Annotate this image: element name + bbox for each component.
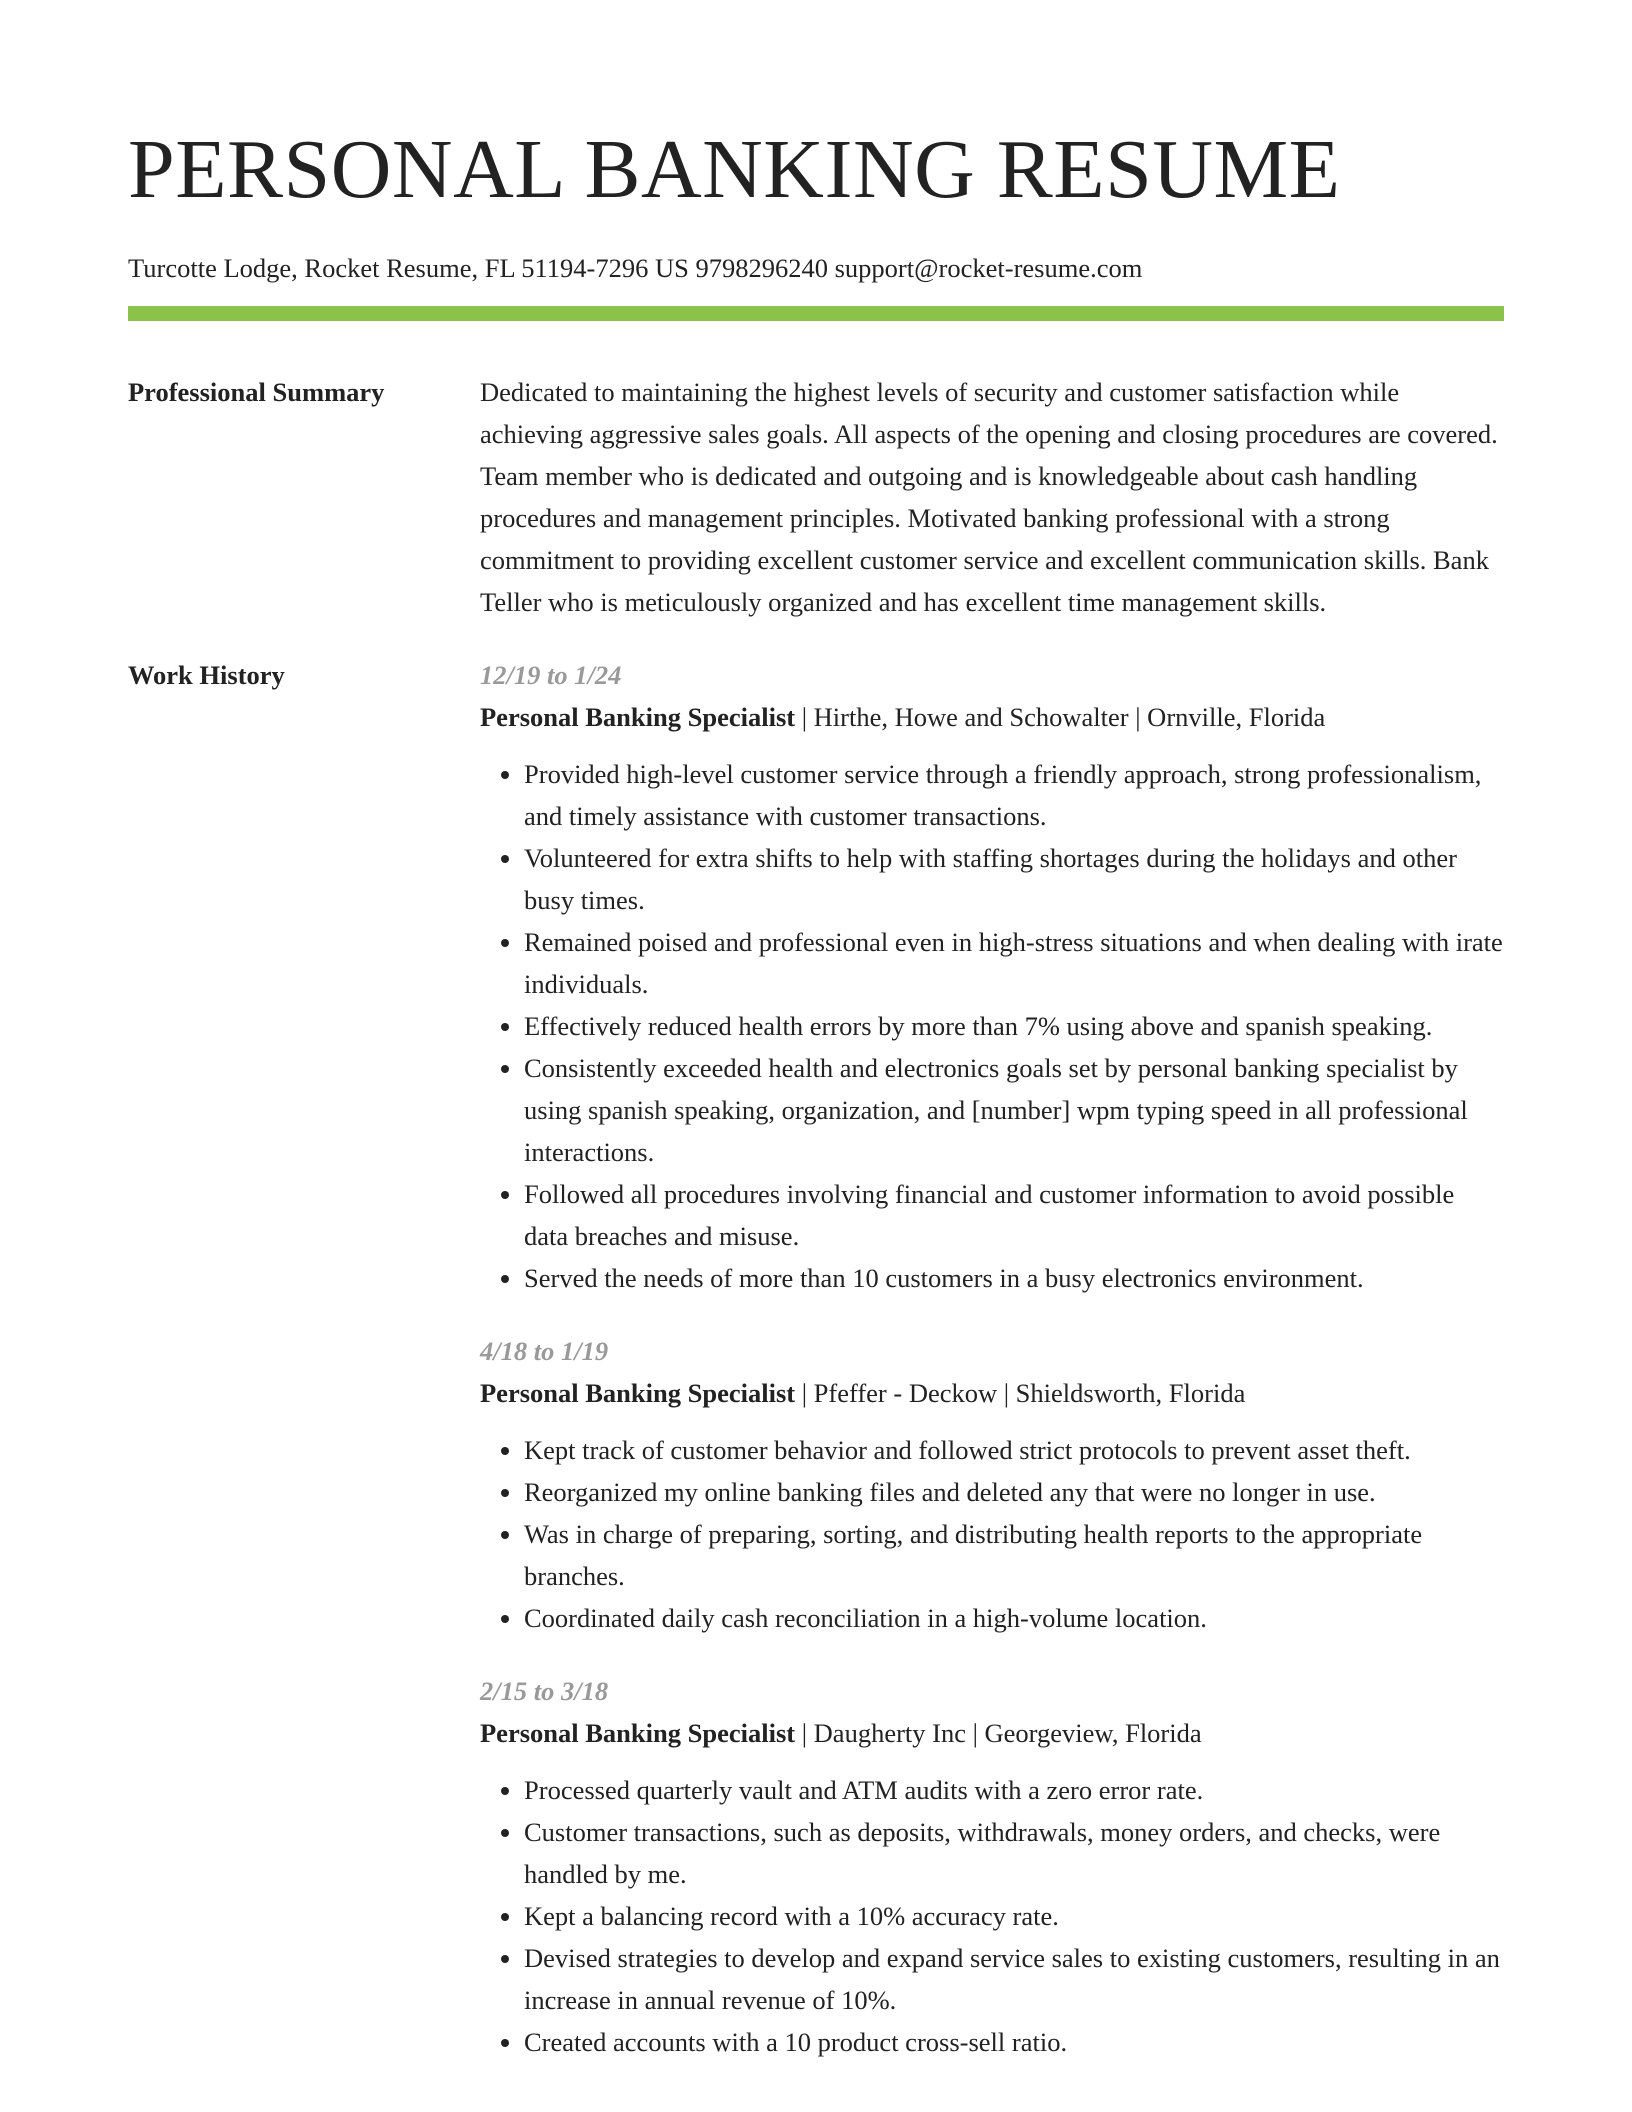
job-employer-location: | Hirthe, Howe and Schowalter | Ornville, Florida [795, 702, 1326, 732]
summary-body [480, 371, 1504, 623]
job-bullet: • Provided high-level customer service through a friendly approach, strong professionalism, and timely assistance with customer transactions. [524, 753, 1504, 837]
job-bullet: • Devised strategies to develop and expand service sales to existing customers, resulting in an increase in annual revenue of 10%. [524, 1937, 1504, 2021]
job-dates: 12/19 to 1/24 [480, 660, 622, 690]
work-history-body [480, 654, 1504, 2094]
job-title: Personal Banking Specialist [480, 1378, 796, 1408]
work-history-section [128, 654, 1504, 2094]
job-dates: 4/18 to 1/19 [480, 1336, 609, 1366]
job-bullet: • Kept track of customer behavior and followed strict protocols to prevent asset theft. [524, 1429, 1504, 1471]
job-bullet: • Followed all procedures involving financial and customer information to avoid possible data breaches and misuse. [524, 1173, 1504, 1257]
job-entry [480, 654, 1504, 1299]
job-employer-location: | Daugherty Inc | Georgeview, Florida [795, 1718, 1202, 1748]
job-heading [480, 1712, 1504, 1754]
job-bullet-list [480, 1429, 1504, 1639]
contact-info: Turcotte Lodge, Rocket Resume, FL 51194-7296 US 9798296240 support@rocket-resume.com [128, 253, 1143, 283]
resume-page [128, 0, 1504, 2094]
job-bullet: • Served the needs of more than 10 customers in a busy electronics environment. [524, 1257, 1504, 1299]
section-label-work-history: Work History [128, 660, 285, 690]
professional-summary-section [128, 371, 1504, 623]
job-bullet: • Reorganized my online banking files and deleted any that were no longer in use. [524, 1471, 1504, 1513]
job-bullet-list [480, 1769, 1504, 2063]
job-bullet: • Consistently exceeded health and electronics goals set by personal banking specialist by using spanish speaking, organization, and [number] wpm typing speed in all professional interactions. [524, 1047, 1504, 1173]
job-heading [480, 696, 1504, 738]
job-bullet: • Kept a balancing record with a 10% accuracy rate. [524, 1895, 1504, 1937]
job-bullet: • Effectively reduced health errors by more than 7% using above and spanish speaking. [524, 1005, 1504, 1047]
job-bullet: • Processed quarterly vault and ATM audits with a zero error rate. [524, 1769, 1504, 1811]
job-dates: 2/15 to 3/18 [480, 1676, 609, 1706]
job-bullet: • Volunteered for extra shifts to help with staffing shortages during the holidays and other busy times. [524, 837, 1504, 921]
job-bullet: • Customer transactions, such as deposits, withdrawals, money orders, and checks, were handled by me. [524, 1811, 1504, 1895]
job-title: Personal Banking Specialist [480, 702, 796, 732]
job-bullet: • Coordinated daily cash reconciliation in a high-volume location. [524, 1597, 1504, 1639]
job-entry [480, 1330, 1504, 1639]
job-bullet: • Created accounts with a 10 product cross-sell ratio. [524, 2021, 1504, 2063]
job-employer-location: | Pfeffer - Deckow | Shieldsworth, Florida [795, 1378, 1246, 1408]
job-entry [480, 1670, 1504, 2063]
header-divider [128, 306, 1504, 321]
summary-text: Dedicated to maintaining the highest levels of security and customer satisfaction while achieving aggressive sales goals. All aspects of the opening and closing procedures are covered. Team member who is dedicated and outgoing and is knowledgeable about cash handling procedures and management principles. Motivated banking professional with a strong commitment to providing excellent customer service and excellent communication skills. Bank Teller who is meticulously organized and has excellent time management skills. [480, 377, 1498, 617]
job-bullet-list [480, 753, 1504, 1299]
job-bullet: • Remained poised and professional even in high-stress situations and when dealing with irate individuals. [524, 921, 1504, 1005]
job-bullet: • Was in charge of preparing, sorting, and distributing health reports to the appropriate branches. [524, 1513, 1504, 1597]
job-heading [480, 1372, 1504, 1414]
job-title: Personal Banking Specialist [480, 1718, 796, 1748]
section-label-summary: Professional Summary [128, 377, 385, 407]
resume-title: PERSONAL BANKING RESUME [128, 123, 1341, 216]
